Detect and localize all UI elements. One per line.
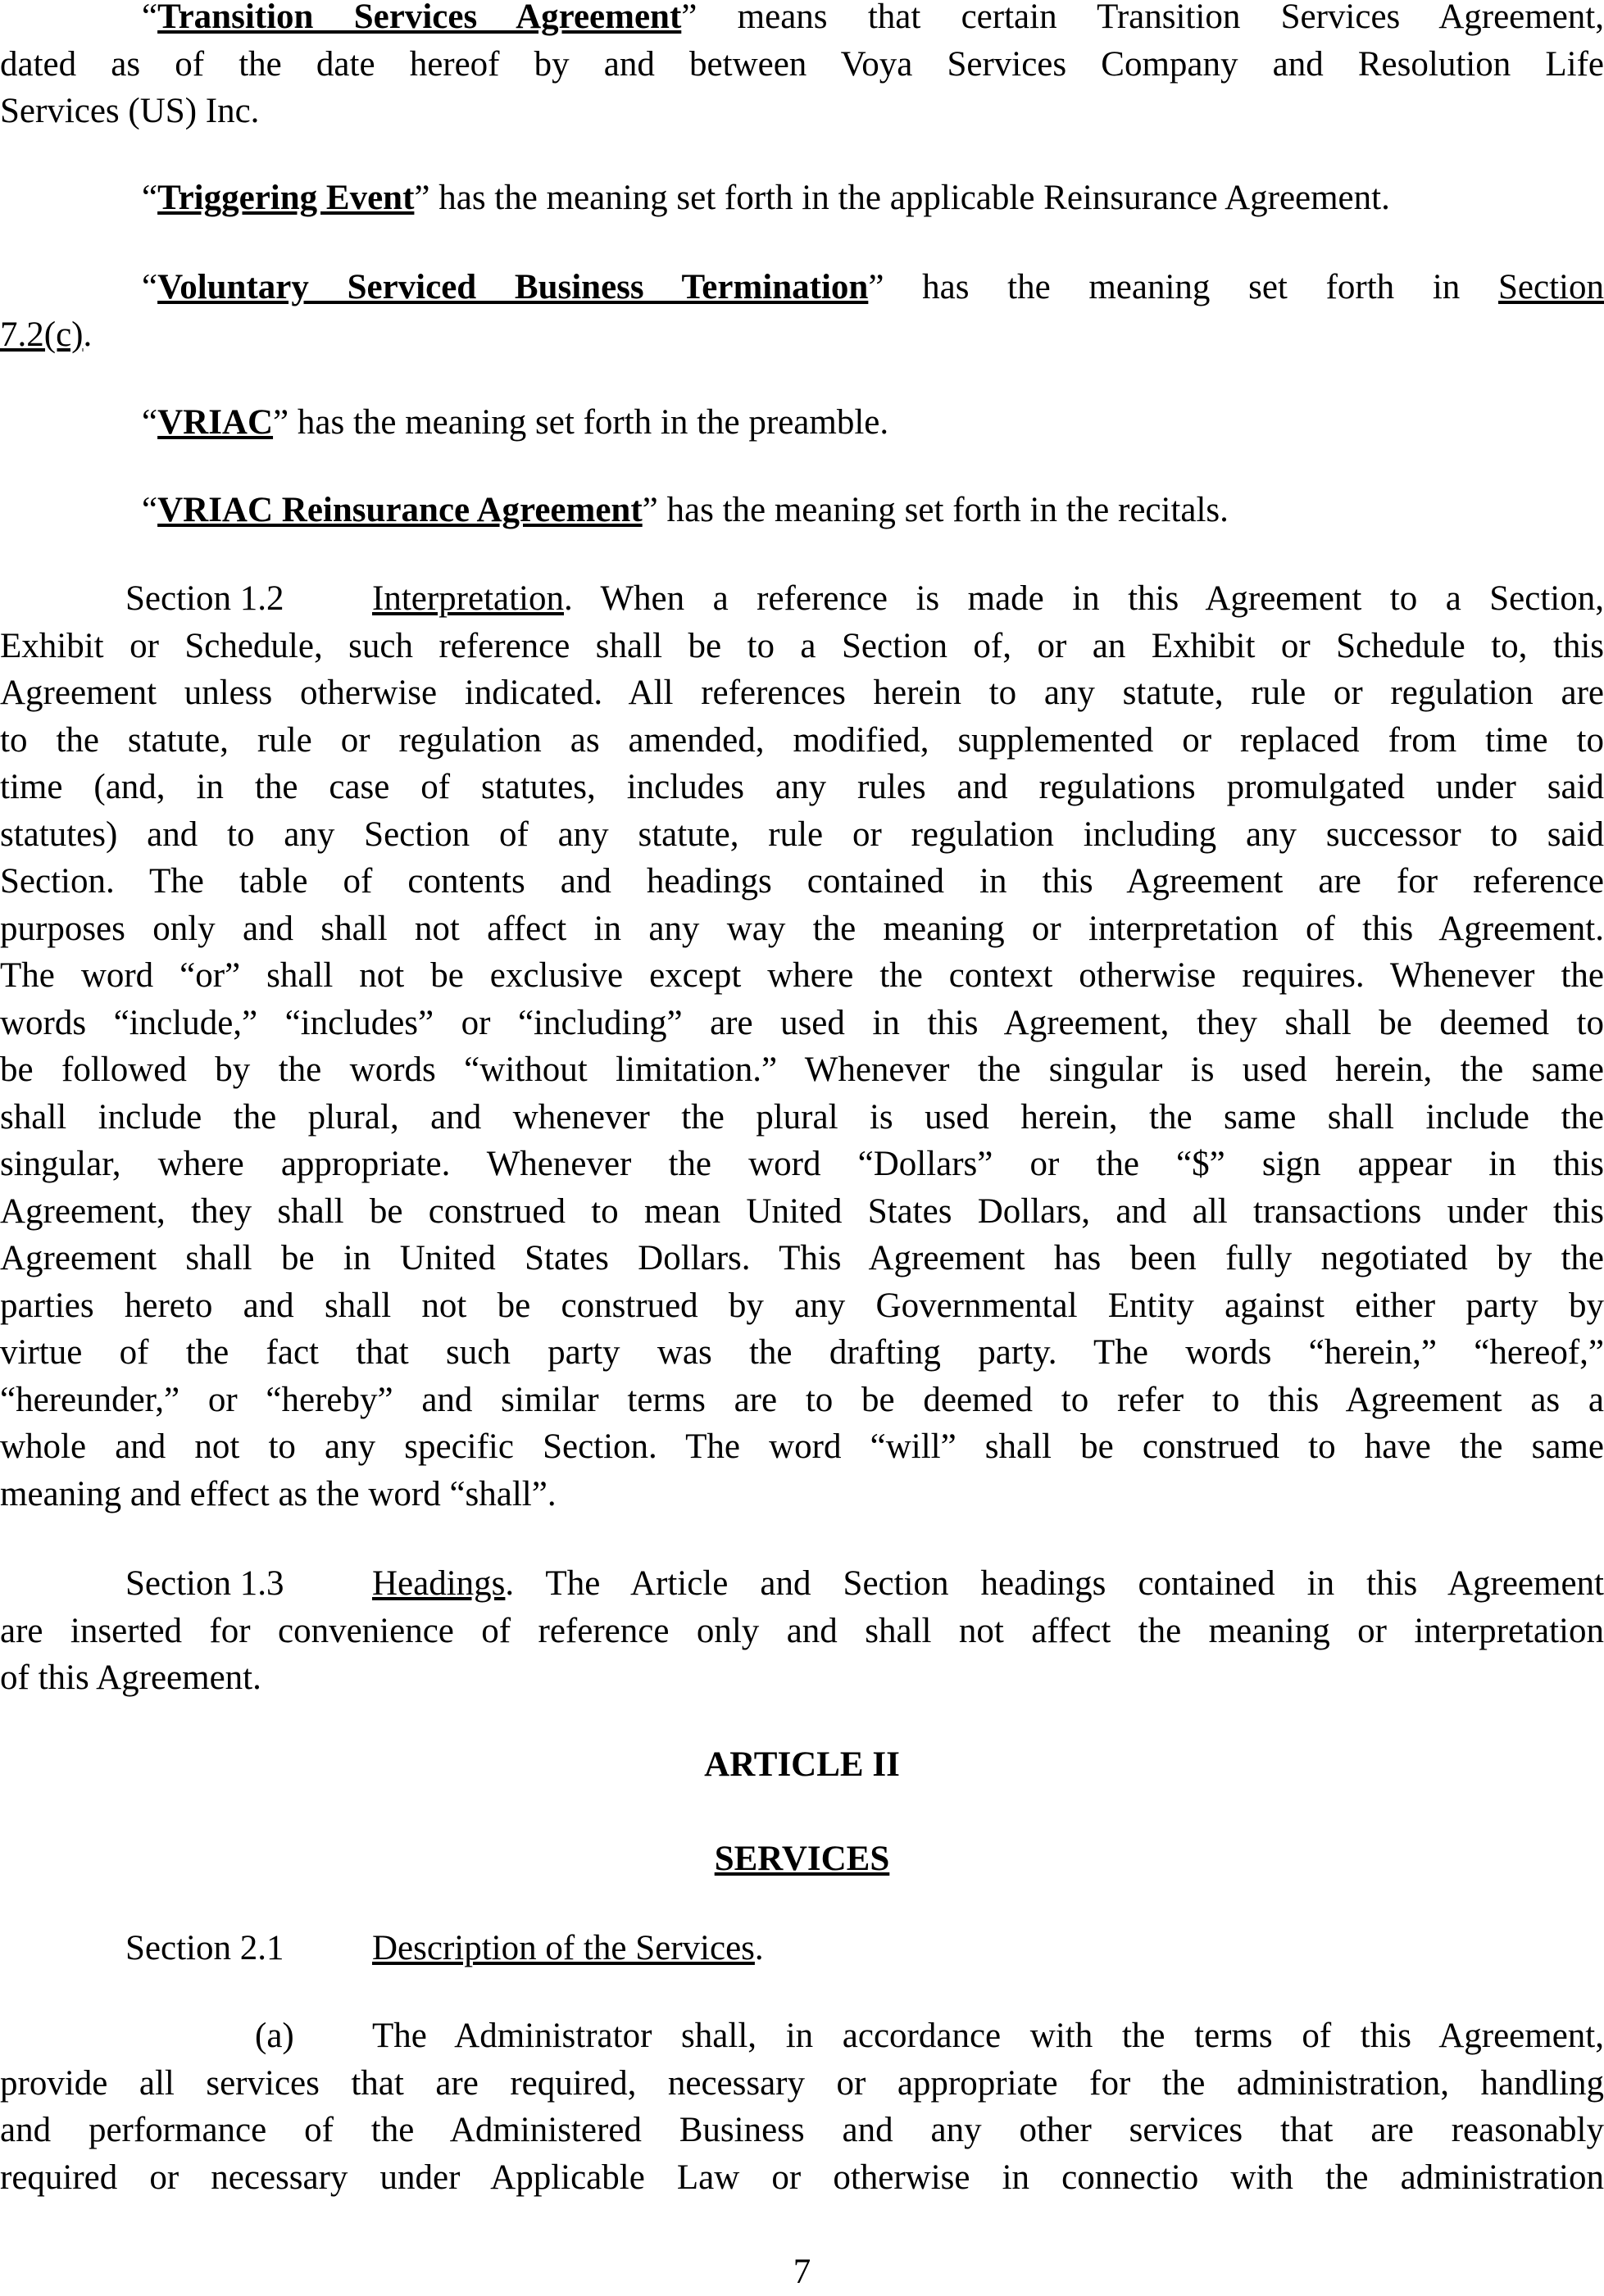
paragraph-line: Exhibit or Schedule, such reference shall be to a Section of, or an Exhibit or Schedule to, this — [0, 626, 1604, 665]
section-reference: Section — [1498, 268, 1604, 306]
section-heading: Headings — [372, 1564, 506, 1603]
paragraph-line: shall include the plural, and whenever the plural is used herein, the same shall include the — [0, 1097, 1604, 1137]
article-number: ARTICLE II — [704, 1745, 900, 1784]
section-text: . When a reference is made in this Agreement to a Section, — [564, 579, 1604, 618]
paragraph-line: and performance of the Administered Business and any other services that are reasonably — [0, 2111, 1604, 2149]
clause-text: The Administrator shall, in accordance with the terms of this Agreement, — [372, 2017, 1604, 2055]
paragraph-line: meaning and effect as the word “shall”. — [0, 1474, 557, 1513]
definition-text: ” has the meaning set forth in — [868, 268, 1499, 306]
definition-text: ” means that certain Transition Services Agreement, — [681, 0, 1604, 36]
paragraph-line: words “include,” “includes” or “including” are used in this Agreement, they shall be deemed to — [0, 1003, 1604, 1042]
page-number: 7 — [793, 2253, 811, 2291]
definition-text: ” has the meaning set forth in the preamble. — [273, 403, 889, 442]
paragraph-line: provide all services that are required, necessary or appropriate for the administration, handling — [0, 2063, 1604, 2103]
paragraph-line: virtue of the fact that such party was the drafting party. The words “herein,” “hereof,” — [0, 1333, 1604, 1372]
paragraph-line: Section. The table of contents and headings contained in this Agreement are for reference — [0, 862, 1604, 901]
definition-triggering-event — [0, 175, 1604, 222]
period: . — [754, 1929, 764, 1967]
definition-vriac — [0, 399, 1604, 447]
section-heading: Interpretation — [372, 579, 565, 618]
clause-first-line — [0, 2012, 1604, 2060]
definition-text: ” has the meaning set forth in the applicable Reinsurance Agreement. — [414, 179, 1390, 217]
section-first-line — [0, 1925, 1604, 1972]
section-1-3 — [0, 1560, 1604, 1702]
defined-term: Voluntary Serviced Business Termination — [157, 268, 869, 306]
article-title-block — [0, 1835, 1604, 1883]
definition-line — [0, 0, 1604, 41]
definition-line: dated as of the date hereof by and between Voya Services Company and Resolution Life — [0, 44, 1604, 84]
paragraph-line: parties hereto and shall not be construed by any Governmental Entity against either party by — [0, 1286, 1604, 1325]
paragraph-line: of this Agreement. — [0, 1658, 261, 1697]
definition-voluntary-serviced-business-termination — [0, 264, 1604, 358]
section-first-line — [0, 575, 1604, 623]
paragraph-line: be followed by the words “without limitation.” Whenever the singular is used herein, the same — [0, 1050, 1604, 1089]
definition-line — [0, 175, 1604, 222]
period: . — [83, 315, 93, 354]
quote: “ — [142, 268, 158, 306]
definition-line — [0, 487, 1604, 534]
paragraph-line: Agreement unless otherwise indicated. All references herein to any statute, rule or regulation are — [0, 674, 1604, 712]
paragraph-line: The word “or” shall not be exclusive except where the context otherwise requires. Whenever the — [0, 956, 1604, 995]
paragraph-line: Agreement, they shall be construed to mean United States Dollars, and all transactions under this — [0, 1191, 1604, 1231]
paragraph-line: time (and, in the case of statutes, includes any rules and regulations promulgated under said — [0, 768, 1604, 806]
paragraph-line: required or necessary under Applicable Law or otherwise in connectio with the administration — [0, 2158, 1604, 2197]
paragraph-line: whole and not to any specific Section. The word “will” shall be construed to have the same — [0, 1427, 1604, 1466]
paragraph-line: purposes only and shall not affect in any way the meaning or interpretation of this Agreement. — [0, 909, 1604, 948]
definition-transition-services-agreement — [0, 0, 1604, 135]
definition-line — [0, 311, 1604, 359]
clause-a — [0, 2012, 1604, 2201]
defined-term: VRIAC — [157, 403, 274, 442]
section-2-1 — [0, 1925, 1604, 1972]
definition-text: ” has the meaning set forth in the recitals. — [642, 491, 1229, 529]
quote: “ — [142, 403, 158, 442]
clause-label: (a) — [255, 2017, 294, 2055]
section-first-line — [0, 1560, 1604, 1608]
section-heading: Description of the Services — [372, 1929, 755, 1967]
section-1-2 — [0, 575, 1604, 1518]
quote: “ — [142, 0, 158, 36]
section-text: . The Article and Section headings contained in this Agreement — [505, 1564, 1604, 1603]
paragraph-line: “hereunder,” or “hereby” and similar terms are to be deemed to refer to this Agreement as a — [0, 1380, 1604, 1419]
paragraph-line: are inserted for convenience of reference only and shall not affect the meaning or interpretation — [0, 1611, 1604, 1650]
section-label: Section 1.2 — [125, 579, 284, 618]
defined-term: VRIAC Reinsurance Agreement — [157, 491, 643, 529]
definition-vriac-reinsurance-agreement — [0, 487, 1604, 534]
quote: “ — [142, 179, 158, 217]
article-heading — [0, 1741, 1604, 1789]
section-reference: 7.2(c) — [0, 315, 84, 354]
section-label: Section 2.1 — [125, 1929, 284, 1967]
paragraph-line: to the statute, rule or regulation as amended, modified, supplemented or replaced from time to — [0, 720, 1604, 760]
definition-line — [0, 264, 1604, 311]
quote: “ — [142, 491, 158, 529]
paragraph-line: Agreement shall be in United States Dollars. This Agreement has been fully negotiated by the — [0, 1239, 1604, 1277]
definition-line — [0, 399, 1604, 447]
article-title: SERVICES — [714, 1840, 890, 1878]
defined-term: Transition Services Agreement — [157, 0, 682, 36]
defined-term: Triggering Event — [157, 179, 415, 217]
paragraph-line: singular, where appropriate. Whenever the word “Dollars” or the “$” sign appear in this — [0, 1145, 1604, 1183]
section-label: Section 1.3 — [125, 1564, 284, 1603]
definition-line: Services (US) Inc. — [0, 92, 260, 130]
paragraph-line: statutes) and to any Section of any statute, rule or regulation including any successor to said — [0, 814, 1604, 854]
